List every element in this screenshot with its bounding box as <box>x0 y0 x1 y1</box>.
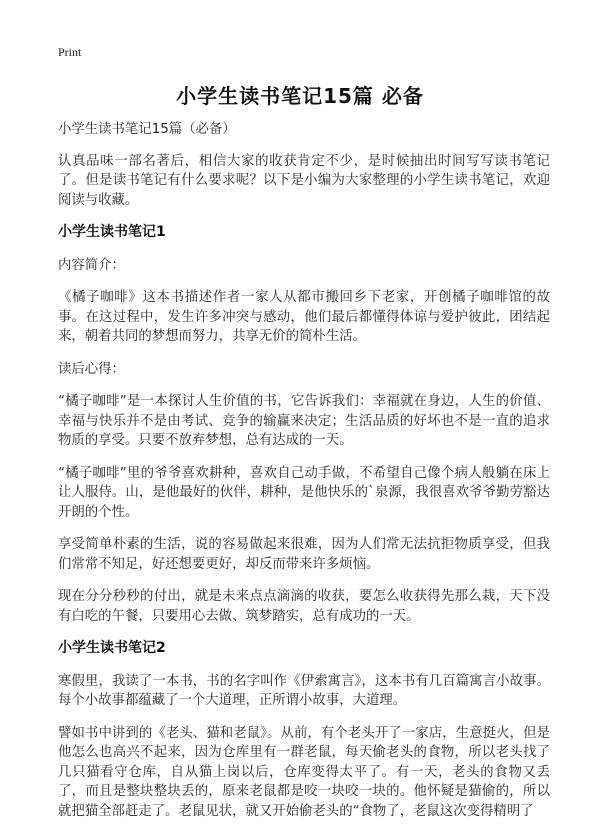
section2-paragraph-1: 寒假里，我读了一本书，书的名字叫作《伊索寓言》，这本书有几百篇寓言小故事。每个小故事都蕴藏了一个大道理，正所谓小故事，大道理。 <box>58 673 550 708</box>
page-title: 小学生读书笔记15篇 必备 <box>176 84 424 108</box>
summary-label: 内容简介： <box>58 257 125 273</box>
section1-paragraph-1: “橘子咖啡”是一本探讨人生价值的书，它告诉我们：幸福就在身边，人生的价值、幸福与快乐并不是由考试、竞争的输赢来决定；生活品质的好坏也不是一直的追求物质的享受。只要不放弃梦想，总有达成的一天。 <box>58 394 550 448</box>
thoughts-label: 读后心得： <box>58 361 125 377</box>
summary-paragraph: 《橘子咖啡》这本书描述作者一家人从都市搬回乡下老家，开创橘子咖啡馆的故事。在这过程中，发生许多冲突与感动，他们最后都懂得体谅与爱护彼此，团结起来，朝着共同的梦想而努力，共享无价的简朴生活。 <box>58 290 550 344</box>
section-heading-1: 小学生读书笔记1 <box>58 224 166 240</box>
section-heading-2: 小学生读书笔记2 <box>58 640 166 656</box>
section1-paragraph-4: 现在分分秒秒的付出，就是未来点点滴滴的收获，要怎么收获得先那么栽，天下没有白吃的午餐，只要用心去做、筑梦踏实，总有成功的一天。 <box>58 589 550 624</box>
section2-paragraph-2: 譬如书中讲到的《老头、猫和老鼠》。从前，有个老头开了一家店，生意挺火，但是他怎么也高兴不起来，因为仓库里有一群老鼠，每天偷老头的食物，所以老头找了几只猫看守仓库，自从猫上岗以后，仓库变得太平了。有一天，老头的食物又丢了，而且是整块整块丢的，原来老鼠都是咬一块咬一块的。他怀疑是猫偷的，所以就把猫全部赶走了。老鼠见状，就又开始偷老头的“食物了，老鼠这次变得精明了 <box>58 725 550 819</box>
article-subtitle: 小学生读书笔记15篇（必备） <box>58 122 236 137</box>
intro-paragraph: 认真品味一部名著后，相信大家的收获肯定不少，是时候抽出时间写写读书笔记了。但是读书笔记有什么要求呢？以下是小编为大家整理的小学生读书笔记，欢迎阅读与收藏。 <box>58 153 550 208</box>
print-link[interactable]: Print <box>58 45 82 59</box>
section1-paragraph-2: “橘子咖啡”里的爷爷喜欢耕种，喜欢自己动手做，不希望自己像个病人般躺在床上让人服侍。山，是他最好的伙伴，耕种，是他快乐的`泉源，我很喜欢爷爷勤劳豁达开朗的个性。 <box>58 465 550 520</box>
section1-paragraph-3: 享受简单朴素的生活，说的容易做起来很难，因为人们常无法抗拒物质享受，但我们常常不知足，好还想要更好，却反而带来许多烦恼。 <box>58 537 550 572</box>
article-body <box>58 120 550 834</box>
